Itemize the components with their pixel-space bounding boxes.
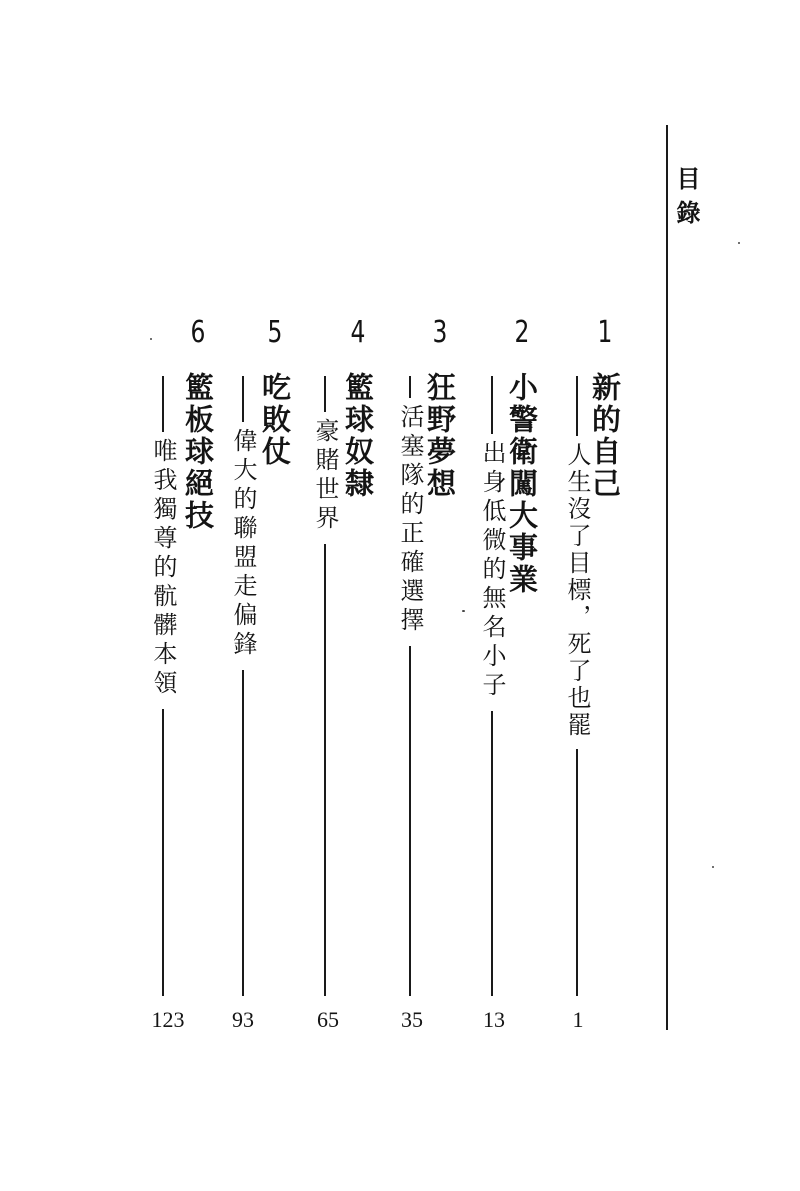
leader-line (491, 376, 492, 434)
chapter-title: 吃敗仗 (258, 372, 292, 468)
page-number: 65 (317, 1007, 339, 1032)
leader-line (162, 709, 163, 996)
divider-rule (666, 125, 668, 1030)
scan-speck (462, 610, 465, 612)
chapter-title: 狂野夢想 (423, 372, 457, 500)
chapter-subtitle-column (562, 376, 592, 996)
chapter-subtitle: 出身低微的無名小子 (478, 440, 506, 701)
scan-speck (712, 866, 714, 868)
chapter-number: 3 (432, 315, 448, 350)
chapter-subtitle-column (148, 376, 178, 996)
chapter-number: 1 (597, 315, 613, 350)
leader-line (409, 376, 410, 398)
leader-line (576, 376, 577, 436)
chapter-subtitle: 豪賭世界 (311, 418, 339, 534)
leader-line (162, 376, 163, 432)
chapter-subtitle-column (395, 376, 425, 996)
toc-heading: 目錄 (672, 166, 700, 234)
page-number: 93 (232, 1007, 254, 1032)
chapter-subtitle: 唯我獨尊的骯髒本領 (149, 438, 177, 699)
page-number: 13 (483, 1007, 505, 1032)
leader-line (324, 376, 325, 412)
chapter-number: 4 (350, 315, 366, 350)
page-number: 1 (572, 1007, 584, 1032)
chapter-number: 2 (514, 315, 530, 350)
leader-line (576, 749, 577, 996)
chapter-number: 5 (267, 315, 283, 350)
chapter-title: 小警衛闖大事業 (505, 372, 539, 596)
leader-line (242, 376, 243, 422)
page-number: 35 (401, 1007, 423, 1032)
chapter-subtitle: 活塞隊的正確選擇 (396, 404, 424, 636)
leader-line (409, 646, 410, 996)
chapter-subtitle-column (228, 376, 258, 996)
chapter-title: 籃板球絕技 (181, 372, 215, 532)
chapter-subtitle-column (477, 376, 507, 996)
chapter-subtitle: 偉大的聯盟走偏鋒 (229, 428, 257, 660)
chapter-number: 6 (190, 315, 206, 350)
chapter-title: 新的自己 (588, 372, 622, 500)
chapter-subtitle: 人生沒了目標，死了也罷 (563, 442, 591, 739)
chapter-title: 籃球奴隸 (341, 372, 375, 500)
leader-line (242, 670, 243, 996)
leader-line (324, 544, 325, 996)
page-number: 123 (151, 1007, 185, 1032)
chapter-subtitle-column (310, 376, 340, 996)
leader-line (491, 711, 492, 996)
scan-speck (738, 242, 740, 244)
scan-speck (150, 338, 152, 340)
